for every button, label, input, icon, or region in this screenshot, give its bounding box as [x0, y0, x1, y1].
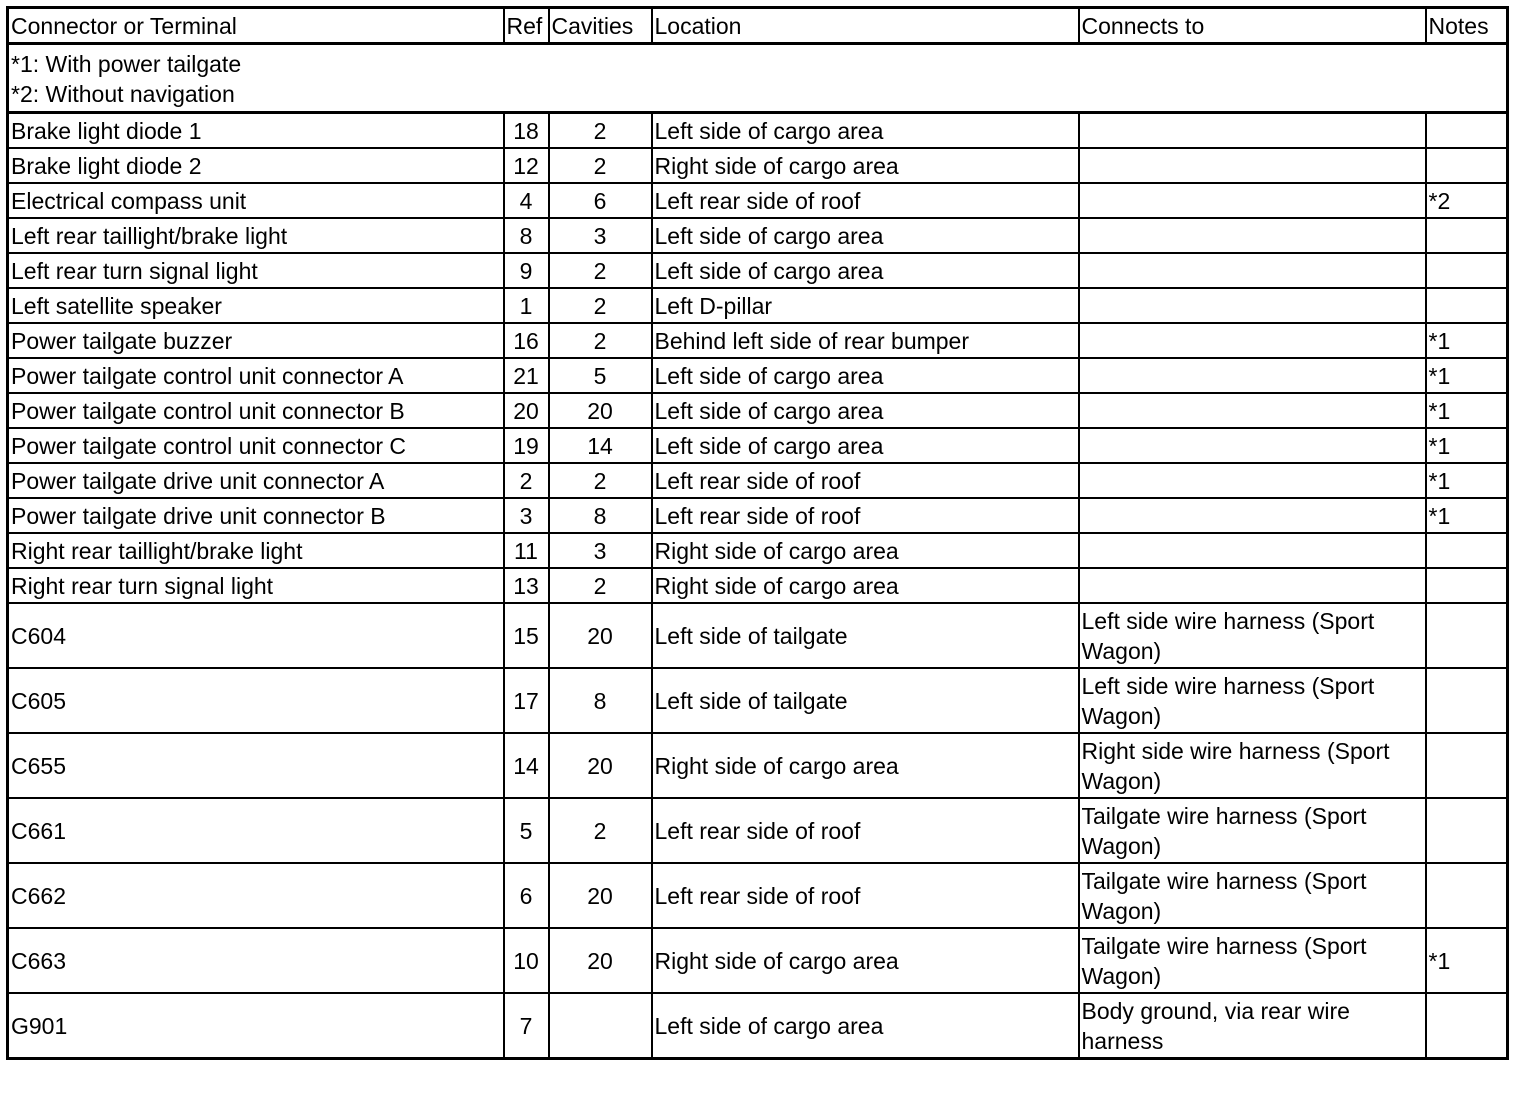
cell-connects-to: Left side wire harness (Sport Wagon) — [1079, 603, 1426, 668]
cell-cavities: 3 — [549, 218, 652, 253]
footnotes-row — [8, 44, 1508, 113]
table-row — [8, 533, 1508, 568]
cell-connects-to — [1079, 428, 1426, 463]
cell-notes — [1426, 533, 1508, 568]
cell-ref: 9 — [504, 253, 549, 288]
cell-notes — [1426, 568, 1508, 603]
cell-connector: Power tailgate control unit connector B — [8, 393, 504, 428]
cell-connects-to — [1079, 568, 1426, 603]
cell-notes: *1 — [1426, 463, 1508, 498]
cell-location: Right side of cargo area — [652, 533, 1079, 568]
cell-connector: G901 — [8, 993, 504, 1059]
cell-connects-to: Tailgate wire harness (Sport Wagon) — [1079, 863, 1426, 928]
cell-connects-to — [1079, 288, 1426, 323]
cell-connector: C655 — [8, 733, 504, 798]
cell-connects-to — [1079, 323, 1426, 358]
cell-location: Left rear side of roof — [652, 798, 1079, 863]
cell-connects-to: Right side wire harness (Sport Wagon) — [1079, 733, 1426, 798]
cell-ref: 1 — [504, 288, 549, 323]
cell-cavities: 2 — [549, 568, 652, 603]
cell-location: Left side of cargo area — [652, 253, 1079, 288]
cell-notes — [1426, 218, 1508, 253]
cell-notes — [1426, 288, 1508, 323]
cell-connector: Left rear turn signal light — [8, 253, 504, 288]
cell-connector: Power tailgate control unit connector A — [8, 358, 504, 393]
cell-notes — [1426, 603, 1508, 668]
cell-ref: 15 — [504, 603, 549, 668]
cell-location: Left rear side of roof — [652, 498, 1079, 533]
cell-connector: Brake light diode 1 — [8, 113, 504, 149]
cell-connects-to — [1079, 183, 1426, 218]
cell-cavities: 6 — [549, 183, 652, 218]
cell-location: Left side of tailgate — [652, 603, 1079, 668]
cell-ref: 8 — [504, 218, 549, 253]
table-row — [8, 798, 1508, 863]
cell-notes — [1426, 798, 1508, 863]
cell-ref: 14 — [504, 733, 549, 798]
cell-ref: 7 — [504, 993, 549, 1059]
footnote-1: *1: With power tailgate — [11, 51, 242, 77]
cell-cavities: 20 — [549, 733, 652, 798]
cell-cavities: 5 — [549, 358, 652, 393]
cell-location: Left side of cargo area — [652, 218, 1079, 253]
cell-connector: C663 — [8, 928, 504, 993]
cell-connects-to — [1079, 253, 1426, 288]
cell-location: Left D-pillar — [652, 288, 1079, 323]
table-row — [8, 393, 1508, 428]
cell-connects-to — [1079, 113, 1426, 149]
table-row — [8, 428, 1508, 463]
cell-cavities: 2 — [549, 113, 652, 149]
cell-cavities: 20 — [549, 863, 652, 928]
header-connects-to: Connects to — [1079, 8, 1426, 44]
cell-notes — [1426, 113, 1508, 149]
cell-location: Right side of cargo area — [652, 733, 1079, 798]
cell-cavities: 2 — [549, 288, 652, 323]
table-row — [8, 863, 1508, 928]
cell-cavities: 2 — [549, 148, 652, 183]
table-row — [8, 218, 1508, 253]
cell-location: Behind left side of rear bumper — [652, 323, 1079, 358]
cell-location: Left side of cargo area — [652, 428, 1079, 463]
cell-ref: 13 — [504, 568, 549, 603]
cell-ref: 19 — [504, 428, 549, 463]
cell-ref: 5 — [504, 798, 549, 863]
cell-ref: 21 — [504, 358, 549, 393]
cell-cavities: 14 — [549, 428, 652, 463]
cell-location: Left side of cargo area — [652, 113, 1079, 149]
cell-cavities: 8 — [549, 498, 652, 533]
cell-location: Left rear side of roof — [652, 463, 1079, 498]
header-location: Location — [652, 8, 1079, 44]
table-row — [8, 993, 1508, 1059]
cell-connector: Electrical compass unit — [8, 183, 504, 218]
cell-connector: Left satellite speaker — [8, 288, 504, 323]
cell-connector: Power tailgate drive unit connector A — [8, 463, 504, 498]
connector-table — [6, 6, 1509, 1060]
table-row — [8, 733, 1508, 798]
cell-ref: 11 — [504, 533, 549, 568]
cell-location: Left rear side of roof — [652, 863, 1079, 928]
cell-location: Left rear side of roof — [652, 183, 1079, 218]
cell-connector: Right rear taillight/brake light — [8, 533, 504, 568]
cell-ref: 18 — [504, 113, 549, 149]
table-row — [8, 183, 1508, 218]
cell-connects-to — [1079, 358, 1426, 393]
cell-location: Left side of cargo area — [652, 393, 1079, 428]
cell-cavities: 8 — [549, 668, 652, 733]
table-row — [8, 288, 1508, 323]
cell-connector: C605 — [8, 668, 504, 733]
table-row — [8, 668, 1508, 733]
cell-cavities: 20 — [549, 928, 652, 993]
cell-notes: *1 — [1426, 323, 1508, 358]
cell-cavities: 20 — [549, 603, 652, 668]
footnotes-cell — [8, 44, 1508, 113]
cell-ref: 10 — [504, 928, 549, 993]
cell-connects-to — [1079, 533, 1426, 568]
cell-connector: C662 — [8, 863, 504, 928]
cell-connects-to — [1079, 148, 1426, 183]
cell-cavities — [549, 993, 652, 1059]
table-row — [8, 358, 1508, 393]
cell-cavities: 2 — [549, 463, 652, 498]
cell-ref: 12 — [504, 148, 549, 183]
cell-connects-to: Tailgate wire harness (Sport Wagon) — [1079, 798, 1426, 863]
table-row — [8, 498, 1508, 533]
cell-cavities: 2 — [549, 323, 652, 358]
cell-notes — [1426, 253, 1508, 288]
table-row — [8, 928, 1508, 993]
header-ref: Ref — [504, 8, 549, 44]
cell-connector: Right rear turn signal light — [8, 568, 504, 603]
cell-connector: C661 — [8, 798, 504, 863]
cell-ref: 17 — [504, 668, 549, 733]
cell-notes: *1 — [1426, 428, 1508, 463]
table-row — [8, 113, 1508, 149]
cell-connects-to — [1079, 218, 1426, 253]
cell-ref: 3 — [504, 498, 549, 533]
header-connector: Connector or Terminal — [8, 8, 504, 44]
cell-location: Right side of cargo area — [652, 568, 1079, 603]
cell-connects-to: Body ground, via rear wire harness — [1079, 993, 1426, 1059]
cell-connector: Brake light diode 2 — [8, 148, 504, 183]
cell-notes — [1426, 863, 1508, 928]
table-row — [8, 603, 1508, 668]
table-row — [8, 148, 1508, 183]
cell-location: Left side of tailgate — [652, 668, 1079, 733]
cell-location: Right side of cargo area — [652, 148, 1079, 183]
cell-location: Left side of cargo area — [652, 993, 1079, 1059]
cell-notes — [1426, 148, 1508, 183]
cell-connector: Power tailgate control unit connector C — [8, 428, 504, 463]
cell-ref: 20 — [504, 393, 549, 428]
cell-cavities: 3 — [549, 533, 652, 568]
footnote-2: *2: Without navigation — [11, 81, 235, 107]
table-row — [8, 323, 1508, 358]
cell-connector: Left rear taillight/brake light — [8, 218, 504, 253]
cell-connects-to: Left side wire harness (Sport Wagon) — [1079, 668, 1426, 733]
cell-location: Left side of cargo area — [652, 358, 1079, 393]
cell-notes — [1426, 733, 1508, 798]
table-row — [8, 568, 1508, 603]
cell-notes: *2 — [1426, 183, 1508, 218]
cell-connects-to — [1079, 463, 1426, 498]
cell-notes: *1 — [1426, 358, 1508, 393]
cell-ref: 6 — [504, 863, 549, 928]
cell-ref: 16 — [504, 323, 549, 358]
cell-notes: *1 — [1426, 928, 1508, 993]
cell-cavities: 2 — [549, 798, 652, 863]
cell-notes — [1426, 993, 1508, 1059]
header-cavities: Cavities — [549, 8, 652, 44]
cell-notes: *1 — [1426, 393, 1508, 428]
cell-connects-to: Tailgate wire harness (Sport Wagon) — [1079, 928, 1426, 993]
cell-cavities: 20 — [549, 393, 652, 428]
cell-connector: C604 — [8, 603, 504, 668]
cell-connector: Power tailgate buzzer — [8, 323, 504, 358]
cell-ref: 2 — [504, 463, 549, 498]
cell-notes — [1426, 668, 1508, 733]
cell-connector: Power tailgate drive unit connector B — [8, 498, 504, 533]
cell-cavities: 2 — [549, 253, 652, 288]
header-notes: Notes — [1426, 8, 1508, 44]
cell-connects-to — [1079, 393, 1426, 428]
table-row — [8, 253, 1508, 288]
cell-location: Right side of cargo area — [652, 928, 1079, 993]
cell-notes: *1 — [1426, 498, 1508, 533]
cell-ref: 4 — [504, 183, 549, 218]
table-row — [8, 463, 1508, 498]
header-row — [8, 8, 1508, 44]
cell-connects-to — [1079, 498, 1426, 533]
